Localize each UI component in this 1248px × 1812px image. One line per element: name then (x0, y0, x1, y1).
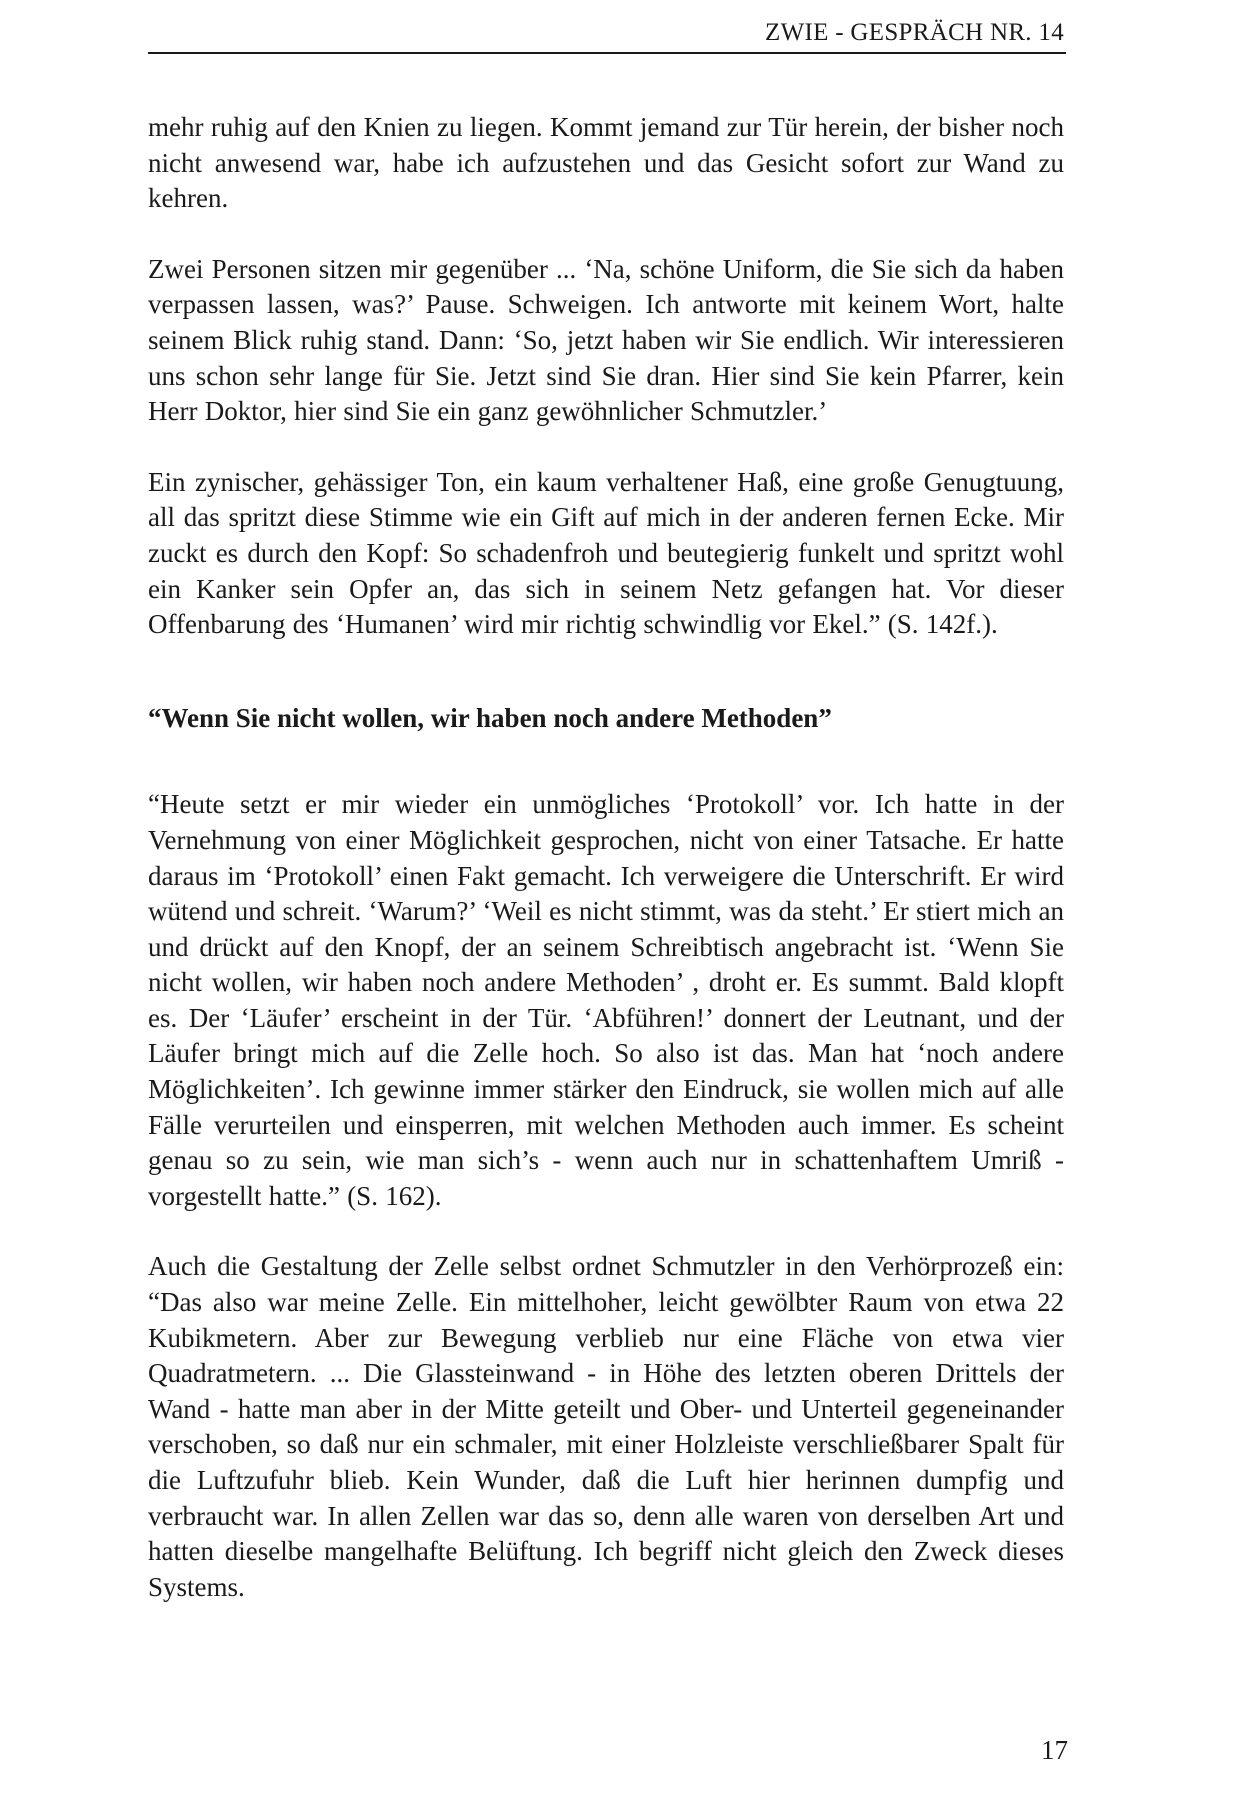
page-number: 17 (1041, 1735, 1068, 1765)
running-header (148, 18, 1066, 54)
running-title: ZWIE - GESPRÄCH NR. 14 (765, 19, 1064, 46)
paragraph-4: “Heute setzt er mir wieder ein unmögliches ‘Protokoll’ vor. Ich hatte in der Vernehmung von einer Möglichkeit gesprochen, nicht von einer Tatsache. Er hatte daraus im ‘Protokoll’ einen Fakt gemacht. Ich verweigere die Unterschrift. Er wird wütend und schreit. ‘Warum?’ ‘Weil es nicht stimmt, was da steht.’ Er stiert mich an und drückt auf den Knopf, der an seinem Schreibtisch angebracht ist. ‘Wenn Sie nicht wollen, wir haben noch andere Methoden’ , droht er. Es summt. Bald klopft es. Der ‘Läufer’ erscheint in der Tür. ‘Abführen!’ donnert der Leutnant, und der Läufer bringt mich auf die Zelle hoch. So also ist das. Man hat ‘noch andere Möglichkeiten’. Ich gewinne immer stärker den Eindruck, sie wollen mich auf alle Fälle verurteilen und einsperren, mit welchen Methoden auch immer. Es scheint genau so zu sein, wie man sich’s - wenn auch nur in schattenhaftem Umriß - vorgestellt hatte.” (S. 162). (148, 789, 1064, 1211)
paragraph-5: Auch die Gestaltung der Zelle selbst ordnet Schmutzler in den Verhörprozeß ein: “Das also war meine Zelle. Ein mittelhoher, leicht gewölbter Raum von etwa 22 Kubikmetern. Aber zur Bewegung verblieb nur eine Fläche von etwa vier Quadratmetern. ... Die Glassteinwand - in Höhe des letzten oberen Drittels der Wand - hatte man aber in der Mitte geteilt und Ober- und Unterteil gegeneinander verschoben, so daß nur ein schmaler, mit einer Holzleiste verschließbarer Spalt für die Luftzufuhr blieb. Kein Wunder, daß die Luft hier herinnen dumpfig und verbraucht war. In allen Zellen war das so, denn alle waren von derselben Art und hatten dieselbe mangelhafte Belüftung. Ich begriff nicht gleich den Zweck dieses Systems. (148, 1251, 1064, 1602)
paragraph-2: Zwei Personen sitzen mir gegenüber ... ‘Na, schöne Uniform, die Sie sich da haben verpassen lassen, was?’ Pause. Schweigen. Ich antworte mit keinem Wort, halte seinem Blick ruhig stand. Dann: ‘So, jetzt haben wir Sie endlich. Wir interessieren uns schon sehr lange für Sie. Jetzt sind Sie dran. Hier sind Sie kein Pfarrer, kein Herr Doktor, hier sind Sie ein ganz gewöhnlicher Schmutzler.’ (148, 253, 1064, 427)
section-heading: “Wenn Sie nicht wollen, wir haben noch andere Methoden” (148, 702, 832, 733)
paragraph-3: Ein zynischer, gehässiger Ton, ein kaum verhaltener Haß, eine große Genugtuung, all das spritzt diese Stimme wie ein Gift auf mich in der anderen fernen Ecke. Mir zuckt es durch den Kopf: So schadenfroh und beutegierig funkelt und spritzt wohl ein Kanker sein Opfer an, das sich in seinem Netz gefangen hat. Vor dieser Offenbarung des ‘Humanen’ wird mir richtig schwindlig vor Ekel.” (S. 142f.). (148, 466, 1064, 640)
paragraph-1: mehr ruhig auf den Knien zu liegen. Kommt jemand zur Tür herein, der bisher noch nicht anwesend war, habe ich aufzustehen und das Gesicht sofort zur Wand zu kehren. (148, 112, 1064, 214)
page-body (148, 110, 1064, 1640)
